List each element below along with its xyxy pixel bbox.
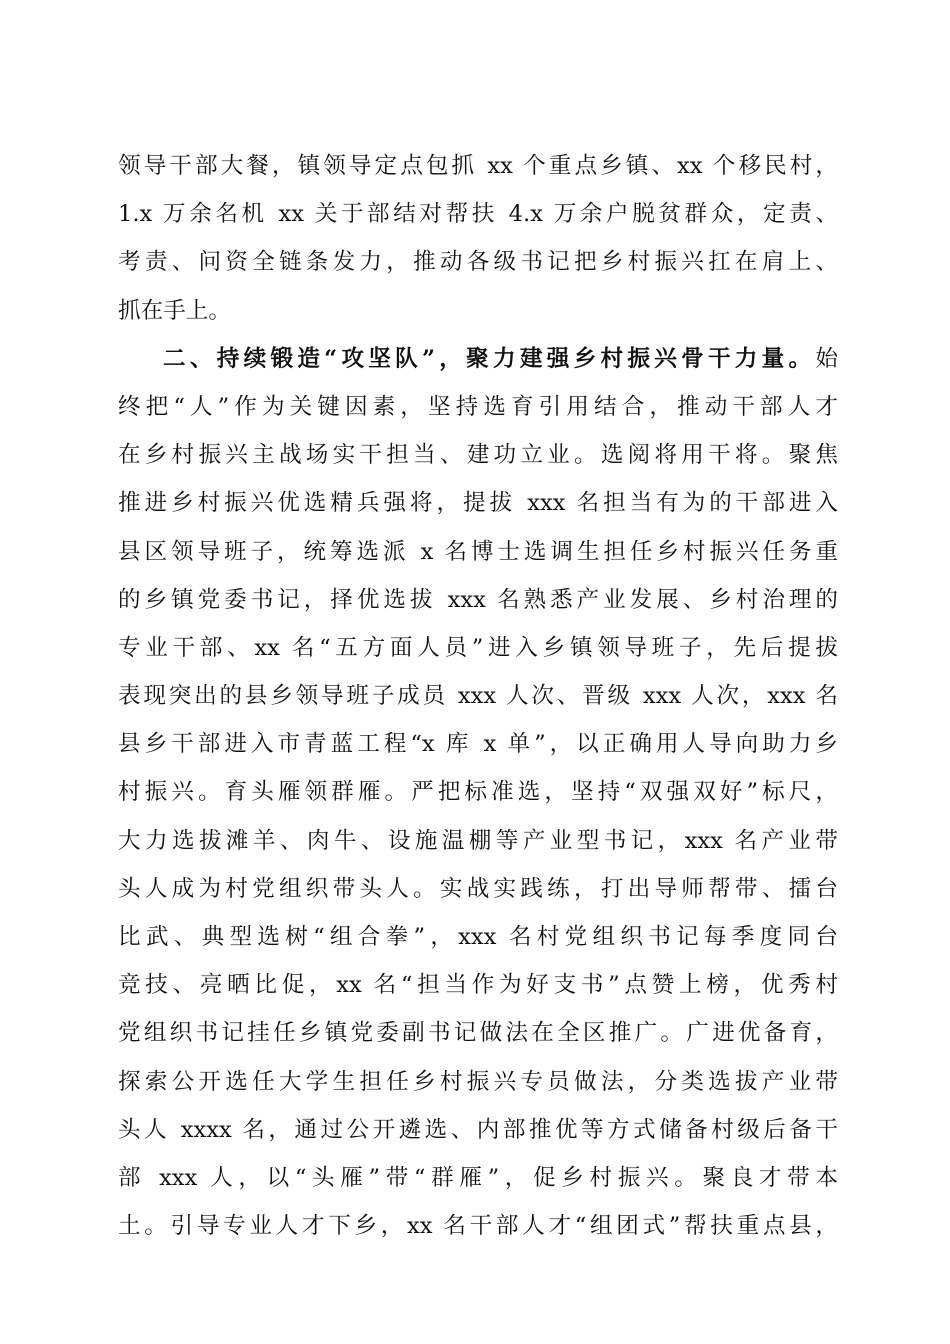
text-line: 在乡村振兴主战场实干担当、建功立业。选阅将用干将。聚焦 (118, 442, 838, 469)
text-line: 党组织书记挂任乡镇党委副书记做法在全区推广。广进优备育， (118, 1020, 838, 1047)
text-line: 大力选拔滩羊、肉牛、设施温棚等产业型书记，xxx 名产业带 (118, 827, 838, 854)
text-line: 部 xxx 人，以“头雁”带“群雁”，促乡村振兴。聚良才带本 (118, 1164, 838, 1191)
text-line: 推进乡村振兴优选精兵强将，提拔 xxx 名担当有为的干部进入 (118, 490, 838, 517)
text-line: 县乡干部进入市青蓝工程“x 库 x 单”，以正确用人导向助力乡 (118, 731, 838, 758)
text-line: 领导干部大餐，镇领导定点包抓 xx 个重点乡镇、xx 个移民村， (118, 153, 838, 179)
text-line: 表现突出的县乡领导班子成员 xxx 人次、晋级 xxx 人次，xxx 名 (118, 683, 838, 710)
text-line: 村振兴。育头雁领群雁。严把标准选，坚持“双强双好”标尺， (118, 779, 838, 806)
text-line: 比武、典型选树“组合拳”，xxx 名村党组织书记每季度同台 (118, 924, 838, 950)
text-line: 1.x 万余名机 xx 关于部结对帮扶 4.x 万余户脱贫群众，定责、 (118, 201, 838, 228)
text-line: 竞技、亮晒比促，xx 名“担当作为好支书”点赞上榜，优秀村 (118, 972, 838, 999)
text-line: 考责、问资全链条发力，推动各级书记把乡村振兴扛在肩上、 (118, 249, 838, 276)
text-line: 头人 xxxx 名，通过公开遴选、内部推优等方式储备村级后备干 (118, 1116, 838, 1143)
text-line: 探索公开选任大学生担任乡村振兴专员做法，分类选拔产业带 (118, 1068, 838, 1095)
text-line: 头人成为村党组织带头人。实战实践练，打出导师帮带、擂台 (118, 875, 838, 902)
text-line: 土。引导专业人才下乡，xx 名干部人才“组团式”帮扶重点县， (118, 1213, 838, 1240)
section-heading: 二、持续锻造“攻坚队”，聚力建强乡村振兴骨干力量。 (163, 345, 816, 372)
section-heading-tail: 始 (815, 345, 838, 372)
section-heading-line (118, 335, 838, 383)
text-line: 抓在手上。 (118, 297, 231, 324)
text-line: 的乡镇党委书记，择优选拔 xxx 名熟悉产业发展、乡村治理的 (118, 586, 838, 613)
document-body (118, 142, 838, 1250)
text-line: 终把“人”作为关键因素，坚持选育引用结合，推动干部人才 (118, 393, 838, 420)
text-line: 县区领导班子，统筹选派 x 名博士选调生担任乡村振兴任务重 (118, 538, 838, 565)
text-line: 专业干部、xx 名“五方面人员”进入乡镇领导班子，先后提拔 (118, 634, 838, 661)
